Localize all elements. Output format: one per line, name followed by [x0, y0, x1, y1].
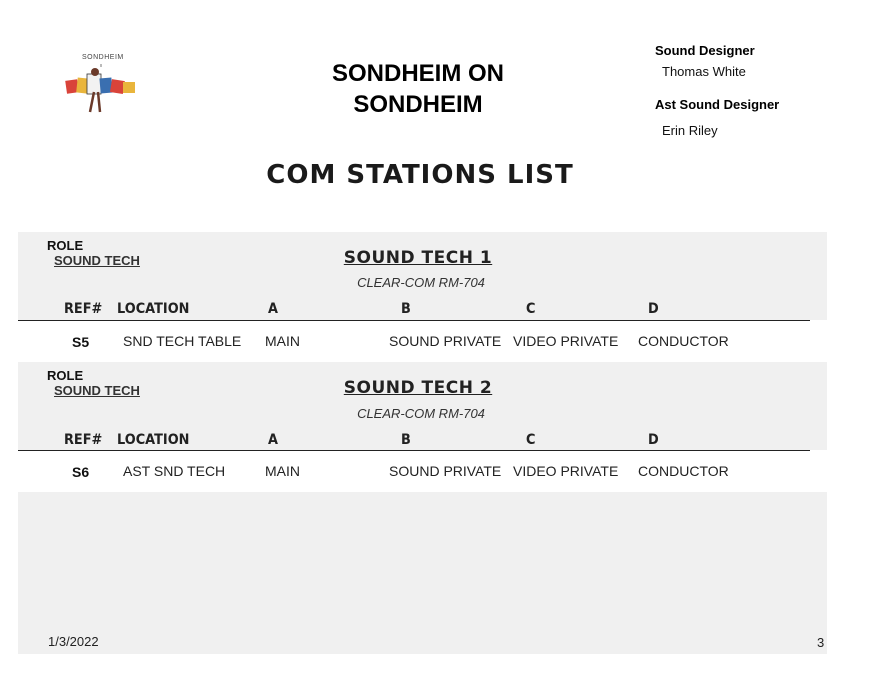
station-model: CLEAR-COM RM-704 [357, 406, 485, 421]
station-ref: S5 [72, 334, 90, 350]
col-location-header: LOCATION [117, 432, 190, 448]
station-channel-a: MAIN [265, 333, 300, 349]
designer-name: Thomas White [662, 64, 746, 79]
col-b-header: B [401, 432, 411, 448]
document-title: COM STATIONS LIST [266, 160, 574, 190]
show-title: SONDHEIM ON SONDHEIM [331, 60, 504, 118]
header-rule [18, 320, 810, 321]
col-a-header: A [268, 301, 278, 317]
logo-top-text: SONDHEIM [82, 54, 124, 61]
col-a-header: A [268, 432, 278, 448]
station-channel-c: VIDEO PRIVATE [513, 333, 619, 349]
col-c-header: C [526, 432, 536, 448]
ast-designer-label: Ast Sound Designer [655, 97, 780, 112]
station-location: AST SND TECH [123, 463, 226, 479]
footer-date: 1/3/2022 [48, 634, 99, 649]
ast-designer-name: Erin Riley [662, 123, 718, 138]
role-value: SOUND TECH [54, 383, 140, 398]
show-logo [60, 52, 142, 124]
col-d-header: D [648, 301, 659, 317]
station-channel-b: SOUND PRIVATE [389, 463, 502, 479]
logo-artwork-icon [60, 52, 142, 124]
station-name: SOUND TECH 2 [343, 378, 493, 398]
station-channel-d: CONDUCTOR [638, 463, 729, 479]
station-location: SND TECH TABLE [123, 333, 242, 349]
role-label: ROLE [47, 238, 84, 253]
col-b-header: B [401, 301, 411, 317]
station-channel-d: CONDUCTOR [638, 333, 729, 349]
col-c-header: C [526, 301, 536, 317]
col-location-header: LOCATION [117, 301, 190, 317]
role-label: ROLE [47, 368, 84, 383]
station-channel-c: VIDEO PRIVATE [513, 463, 619, 479]
station-channel-b: SOUND PRIVATE [389, 333, 502, 349]
station-channel-a: MAIN [265, 463, 300, 479]
col-ref-header: REF# [64, 301, 103, 317]
footer-band [18, 492, 827, 654]
col-d-header: D [648, 432, 659, 448]
station-ref: S6 [72, 464, 90, 480]
header-rule [18, 450, 810, 451]
designer-label: Sound Designer [655, 43, 755, 58]
page-number: 3 [817, 635, 825, 650]
station-name: SOUND TECH 1 [343, 248, 493, 268]
role-value: SOUND TECH [54, 253, 140, 268]
station-model: CLEAR-COM RM-704 [357, 275, 485, 290]
col-ref-header: REF# [64, 432, 103, 448]
